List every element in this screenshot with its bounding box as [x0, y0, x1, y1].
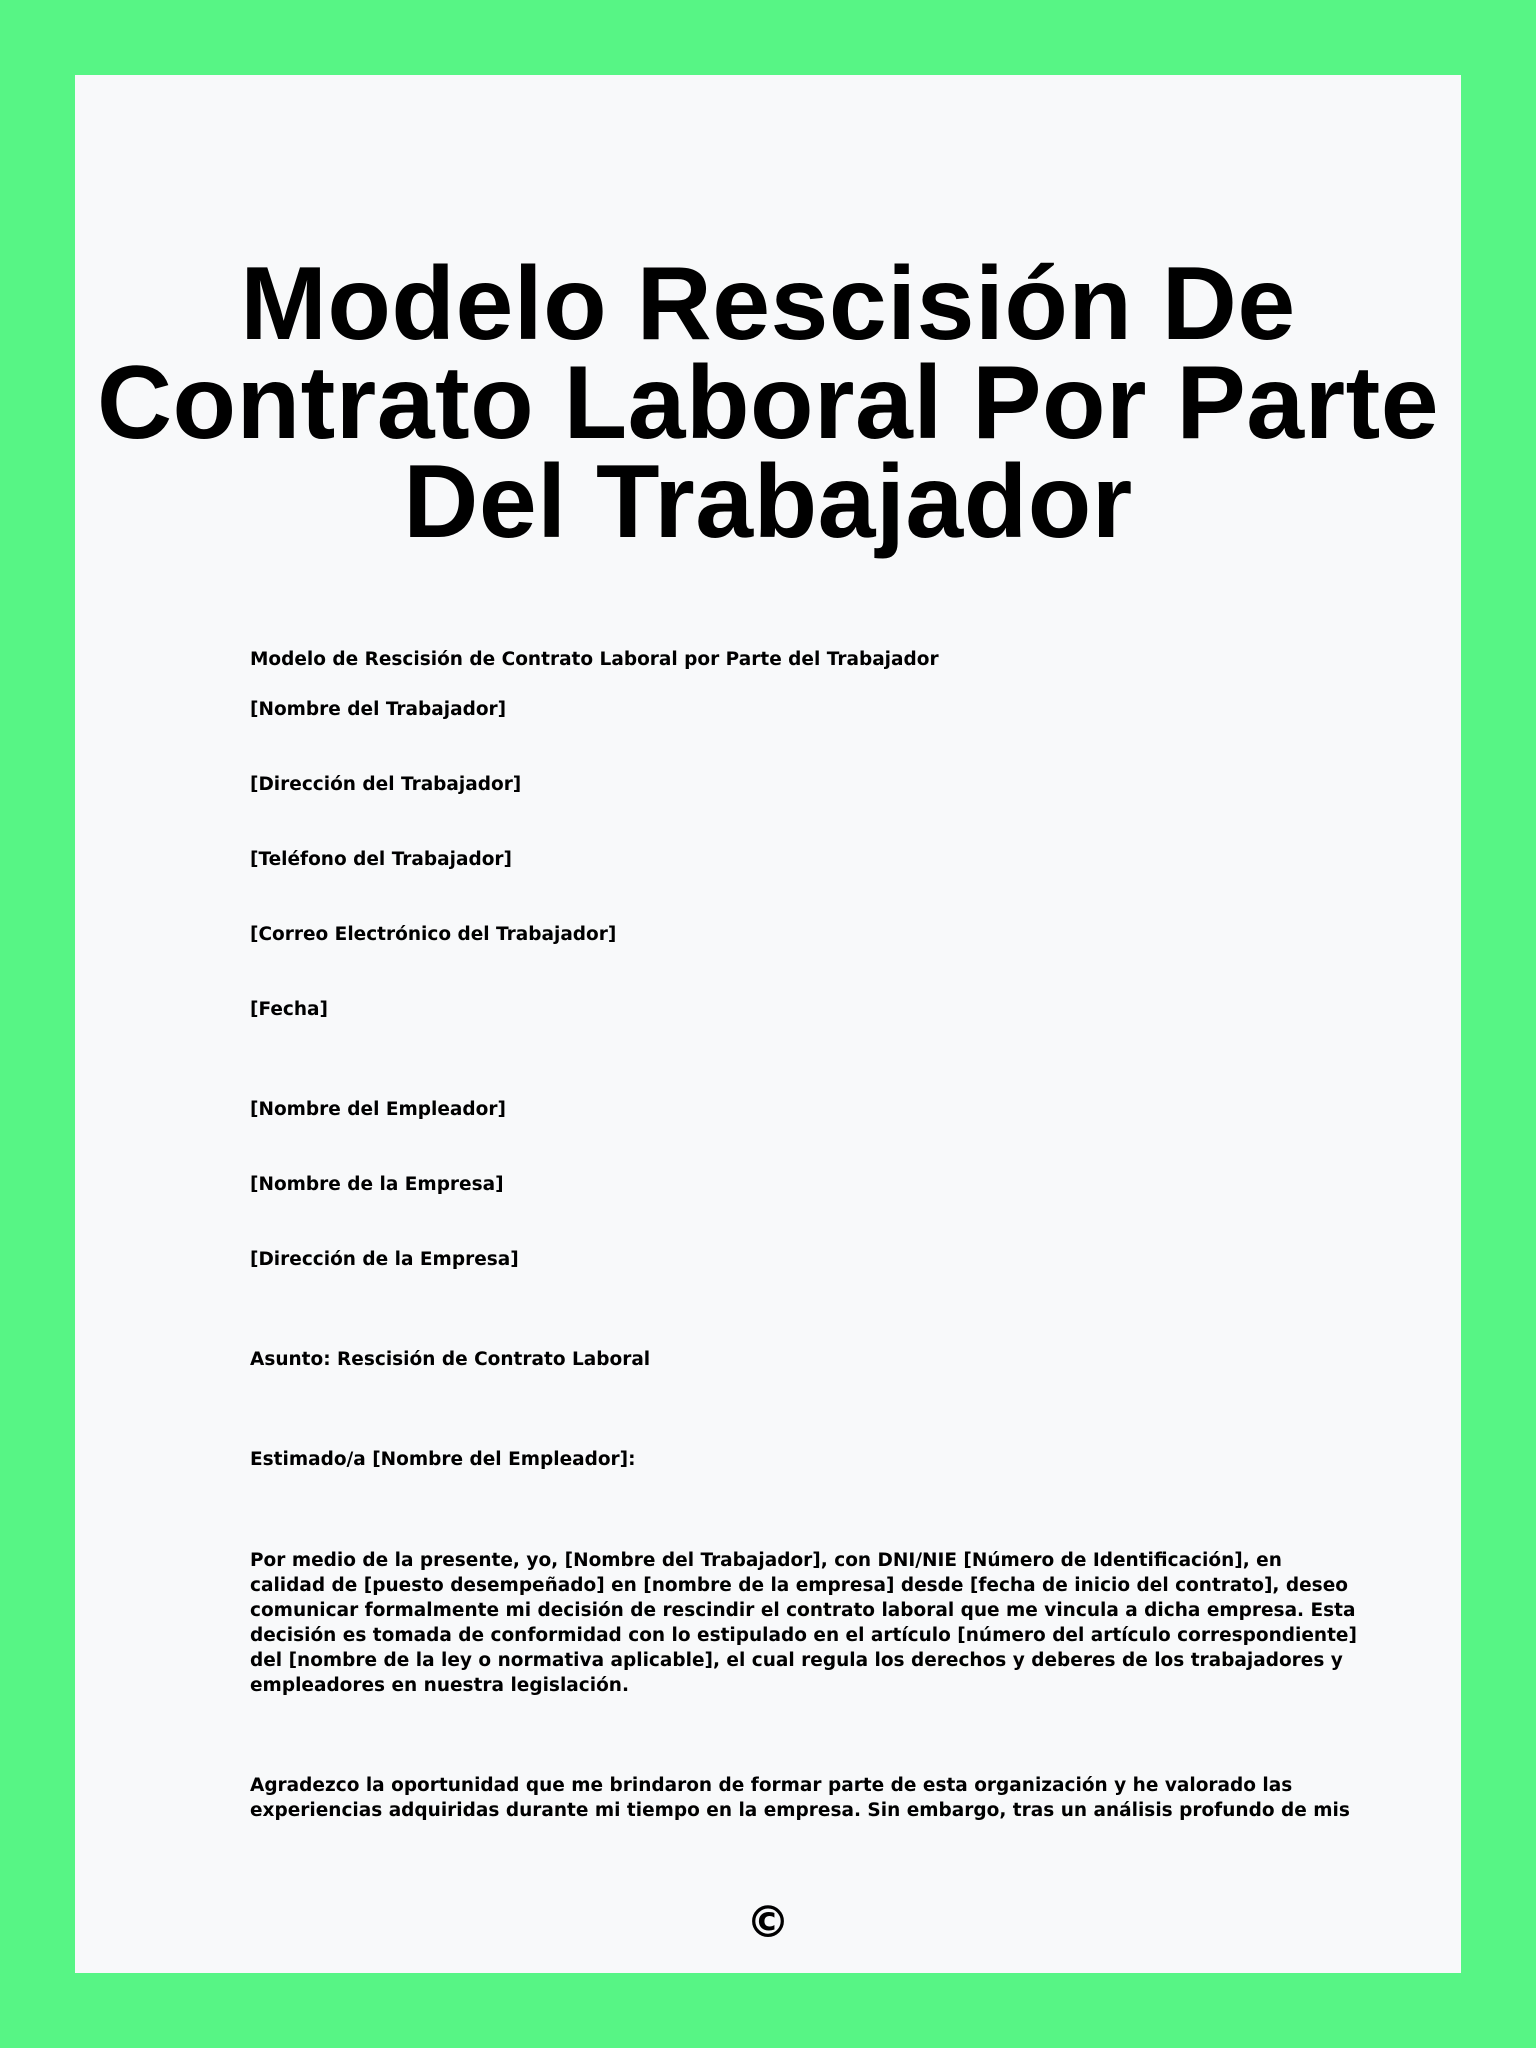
employer-name-field: [Nombre del Empleador]	[250, 1099, 506, 1120]
greeting-line: Estimado/a [Nombre del Empleador]:	[250, 1449, 636, 1470]
subject-line: Asunto: Rescisión de Contrato Laboral	[250, 1349, 651, 1370]
body-paragraph-2: Agradezco la oportunidad que me brindaron de formar parte de esta organización y he valorado las experiencias adquiridas durante mi tiempo en la empresa. Sin embargo, tras un análisis profundo de mis	[250, 1775, 1350, 1821]
body-paragraph-1: Por medio de la presente, yo, [Nombre del Trabajador], con DNI/NIE [Número de Identificación], en calidad de [puesto desempeñado] en [nombre de la empresa] desde [fecha de inicio del contrato], deseo comunicar formalmente mi decisión de rescindir el contrato laboral que me vincula a dicha empresa. Esta decisión es tomada de conformidad con lo estipulado en el artículo [número del artículo correspondiente] del [nombre de la ley o normativa aplicable], el cual regula los derechos y deberes de los trabajadores y empleadores en nuestra legislación.	[250, 1550, 1357, 1696]
copyright-icon: ©	[746, 1897, 790, 1948]
letter-body	[250, 647, 1360, 1823]
company-name-field: [Nombre de la Empresa]	[250, 1174, 504, 1195]
worker-email-field: [Correo Electrónico del Trabajador]	[250, 924, 617, 945]
worker-name-field: [Nombre del Trabajador]	[250, 699, 507, 720]
worker-phone-field: [Teléfono del Trabajador]	[250, 849, 512, 870]
document-title: Modelo Rescisión De Contrato Laboral Por Parte Del Trabajador	[96, 246, 1440, 560]
worker-address-field: [Dirección del Trabajador]	[250, 774, 522, 795]
company-address-field: [Dirección de la Empresa]	[250, 1249, 519, 1270]
date-field: [Fecha]	[250, 999, 328, 1020]
letter-heading: Modelo de Rescisión de Contrato Laboral por Parte del Trabajador	[250, 649, 939, 670]
document-page	[75, 75, 1461, 1973]
